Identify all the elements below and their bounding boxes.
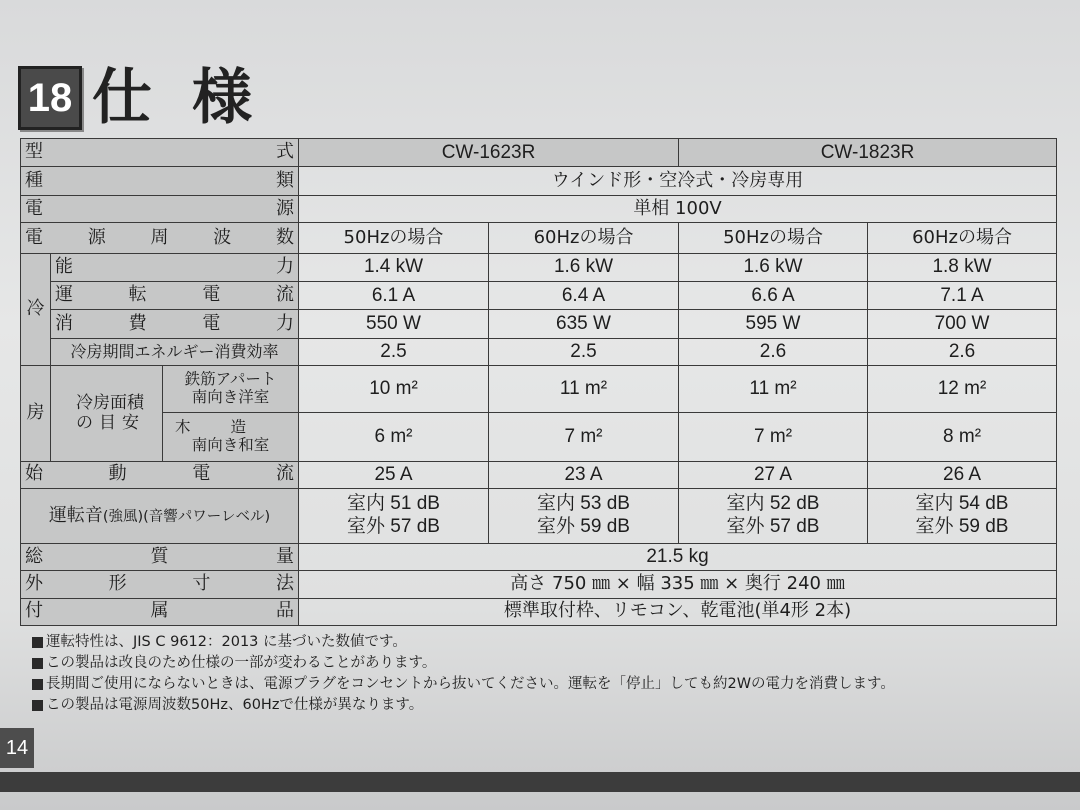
- note-text: 運転特性は、JIS C 9612：2013 に基づいた数値です。: [46, 634, 407, 650]
- consumption-cell: 595 W: [679, 310, 868, 338]
- table-row: [21, 412, 1057, 461]
- frequency-cell: 50Hzの場合: [679, 223, 868, 253]
- section-heading: [18, 62, 292, 134]
- starting-current-cell: 23 A: [489, 461, 679, 488]
- cooling-group-label-bottom: 房: [21, 366, 51, 461]
- area-concrete-cell: 12 m²: [868, 366, 1057, 413]
- note-item: [32, 674, 895, 695]
- capacity-cell: 1.8 kW: [868, 253, 1057, 281]
- accessories-value: 標準取付枠、リモコン、乾電池(単4形 2本): [299, 598, 1057, 625]
- noise-indoor: 室内 51 dB: [347, 493, 440, 515]
- label-noise-sub: (強風)(音響パワーレベル): [102, 508, 271, 525]
- noise-outdoor: 室外 59 dB: [537, 515, 630, 537]
- note-text: この製品は改良のため仕様の一部が変わることがあります。: [46, 655, 437, 671]
- starting-current-cell: 27 A: [679, 461, 868, 488]
- label-wood-line1: 木造: [174, 417, 286, 436]
- efficiency-cell: 2.5: [489, 338, 679, 365]
- label-frequency: 電源周波数: [21, 223, 299, 253]
- label-concrete: [163, 366, 299, 413]
- spec-table: [20, 138, 1057, 626]
- area-wood-cell: 7 m²: [679, 412, 868, 461]
- cooling-group-label-top: 冷: [21, 253, 51, 366]
- frequency-cell: 60Hzの場合: [489, 223, 679, 253]
- bullet-square-icon: [32, 679, 43, 690]
- dimensions-value: 高さ 750 ㎜ × 幅 335 ㎜ × 奥行 240 ㎜: [299, 571, 1057, 598]
- bullet-square-icon: [32, 700, 43, 711]
- table-row: [21, 543, 1057, 570]
- area-concrete-cell: 11 m²: [489, 366, 679, 413]
- label-consumption: 消費電力: [51, 310, 299, 338]
- label-noise-main: 運転音: [48, 504, 103, 526]
- current-cell: 6.6 A: [679, 282, 868, 310]
- label-weight: 総質量: [21, 543, 299, 570]
- label-wood: [163, 412, 299, 461]
- noise-cell: [868, 488, 1057, 543]
- table-row: [21, 598, 1057, 625]
- note-item: [32, 695, 895, 716]
- current-cell: 6.4 A: [489, 282, 679, 310]
- label-accessories: 付属品: [21, 598, 299, 625]
- current-cell: 6.1 A: [299, 282, 489, 310]
- label-area: [51, 366, 163, 461]
- frequency-cell: 50Hzの場合: [299, 223, 489, 253]
- label-dimensions: 外形寸法: [21, 571, 299, 598]
- efficiency-cell: 2.5: [299, 338, 489, 365]
- consumption-cell: 635 W: [489, 310, 679, 338]
- section-number-badge: 18: [18, 66, 82, 130]
- table-row: [21, 338, 1057, 365]
- efficiency-cell: 2.6: [679, 338, 868, 365]
- noise-cell: [489, 488, 679, 543]
- noise-outdoor: 室外 59 dB: [915, 515, 1009, 537]
- label-concrete-line1: 鉄筋アパート: [184, 370, 277, 389]
- area-wood-cell: 8 m²: [868, 412, 1057, 461]
- note-text: この製品は電源周波数50Hz、60Hzで仕様が異なります。: [46, 697, 424, 713]
- table-row: [21, 310, 1057, 338]
- notes-list: [32, 632, 895, 716]
- table-row: [21, 253, 1057, 281]
- noise-cell: [679, 488, 868, 543]
- type-value: ウインド形・空冷式・冷房専用: [299, 167, 1057, 195]
- label-efficiency: 冷房期間エネルギー消費効率: [51, 338, 299, 365]
- starting-current-cell: 25 A: [299, 461, 489, 488]
- section-title: 仕様: [92, 63, 292, 133]
- table-row: [21, 366, 1057, 413]
- area-concrete-cell: 10 m²: [299, 366, 489, 413]
- label-capacity: 能力: [51, 253, 299, 281]
- label-current: 運転電流: [51, 282, 299, 310]
- capacity-cell: 1.6 kW: [679, 253, 868, 281]
- page-number: 14: [0, 728, 34, 768]
- label-wood-line2: 南向き和室: [191, 435, 270, 454]
- area-wood-cell: 7 m²: [489, 412, 679, 461]
- table-row: [21, 571, 1057, 598]
- noise-cell: [299, 488, 489, 543]
- table-row: [21, 139, 1057, 167]
- label-type: 種類: [21, 167, 299, 195]
- power-value: 単相 100V: [299, 195, 1057, 222]
- capacity-cell: 1.6 kW: [489, 253, 679, 281]
- table-row: [21, 461, 1057, 488]
- starting-current-cell: 26 A: [868, 461, 1057, 488]
- frequency-cell: 60Hzの場合: [868, 223, 1057, 253]
- label-concrete-line2: 南向き洋室: [191, 388, 270, 407]
- bullet-square-icon: [32, 637, 43, 648]
- weight-value: 21.5 kg: [299, 543, 1057, 570]
- area-concrete-cell: 11 m²: [679, 366, 868, 413]
- table-row: [21, 223, 1057, 253]
- table-row: [21, 195, 1057, 222]
- noise-indoor: 室内 54 dB: [915, 493, 1009, 515]
- noise-outdoor: 室外 57 dB: [726, 515, 820, 537]
- note-item: [32, 632, 895, 653]
- note-item: [32, 653, 895, 674]
- label-noise: [21, 488, 299, 543]
- area-wood-cell: 6 m²: [299, 412, 489, 461]
- table-row: [21, 167, 1057, 195]
- capacity-cell: 1.4 kW: [299, 253, 489, 281]
- model-1: CW-1623R: [299, 139, 679, 167]
- model-2: CW-1823R: [679, 139, 1057, 167]
- noise-outdoor: 室外 57 dB: [347, 515, 440, 537]
- efficiency-cell: 2.6: [868, 338, 1057, 365]
- label-model: 型式: [21, 139, 299, 167]
- label-area-line2: の目安: [76, 413, 145, 434]
- note-text: 長期間ご使用にならないときは、電源プラグをコンセントから抜いてください。運転を「停止」しても約2Wの電力を消費します。: [46, 676, 895, 692]
- noise-indoor: 室内 53 dB: [537, 493, 630, 515]
- noise-indoor: 室内 52 dB: [726, 493, 820, 515]
- label-area-line1: 冷房面積: [76, 392, 144, 413]
- consumption-cell: 550 W: [299, 310, 489, 338]
- label-starting-current: 始動電流: [21, 461, 299, 488]
- label-power-source: 電源: [21, 195, 299, 222]
- table-row: [21, 282, 1057, 310]
- page-bottom-edge: [0, 772, 1080, 792]
- current-cell: 7.1 A: [868, 282, 1057, 310]
- table-row: [21, 488, 1057, 543]
- bullet-square-icon: [32, 658, 43, 669]
- consumption-cell: 700 W: [868, 310, 1057, 338]
